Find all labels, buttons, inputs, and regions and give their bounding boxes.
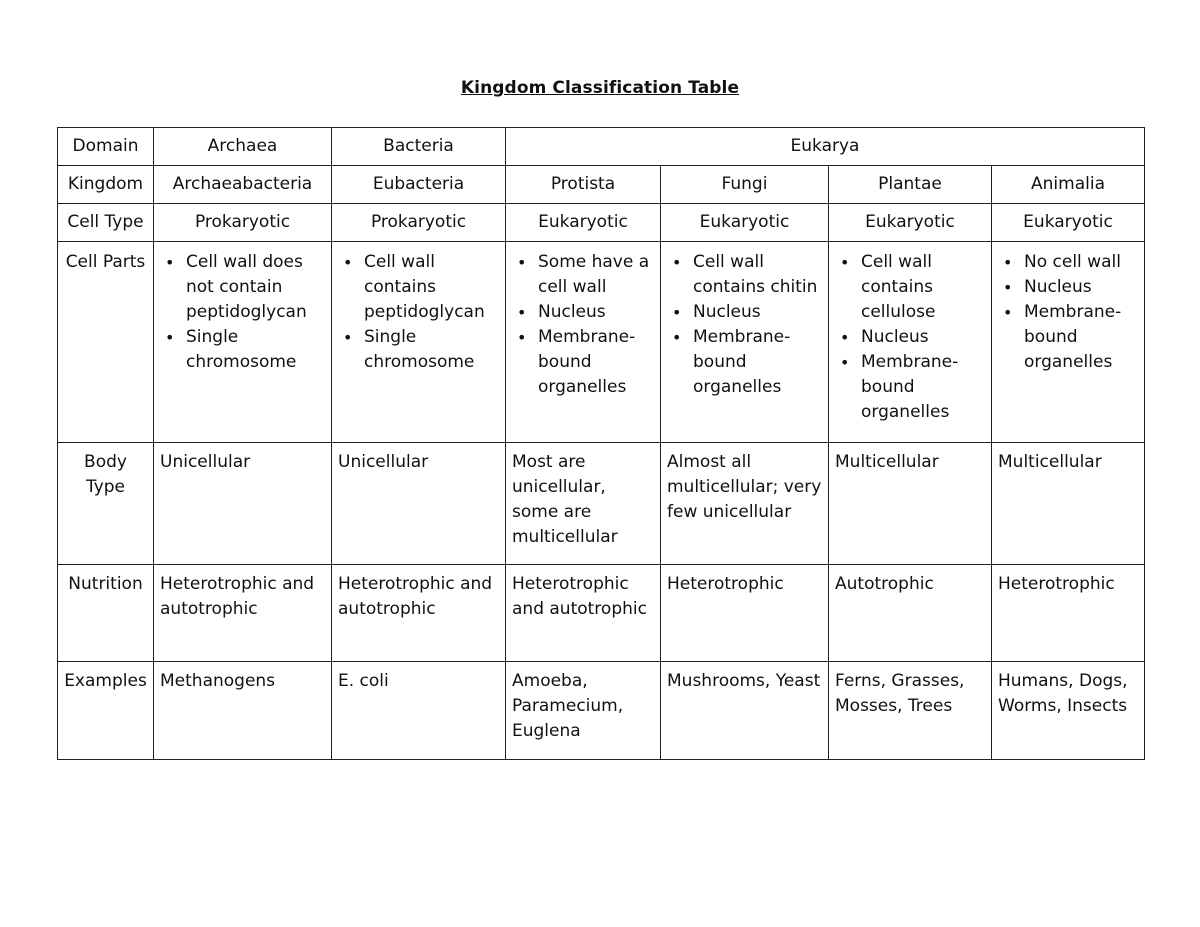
cell-parts-eubacteria (332, 242, 506, 443)
nutrition-plantae: Autotrophic (829, 565, 992, 662)
examples-animalia: Humans, Dogs, Worms, Insects (992, 662, 1145, 760)
row-label-nutrition: Nutrition (58, 565, 154, 662)
list-item: • Single chromosome (343, 327, 475, 372)
cell-parts-plantae (829, 242, 992, 443)
list-item: • Nucleus (861, 325, 985, 350)
list-item: • Nucleus (538, 300, 654, 325)
examples-eubacteria: E. coli (332, 662, 506, 760)
nutrition-fungi: Heterotrophic (661, 565, 829, 662)
cell-parts-protista (506, 242, 661, 443)
cell-parts-row (58, 242, 1145, 443)
kingdom-plantae: Plantae (829, 166, 992, 204)
cell-parts-list (667, 250, 822, 400)
list-item: • Cell wall contains cellulose (840, 252, 936, 322)
cell-type-eubacteria: Prokaryotic (332, 204, 506, 242)
cell-parts-archaeabacteria (154, 242, 332, 443)
kingdom-animalia: Animalia (992, 166, 1145, 204)
domain-archaea: Archaea (154, 128, 332, 166)
kingdom-eubacteria: Eubacteria (332, 166, 506, 204)
body-type-eubacteria: Unicellular (332, 443, 506, 565)
cell-parts-list (338, 250, 499, 375)
cell-parts-animalia (992, 242, 1145, 443)
body-type-protista: Most are unicellular, some are multicellular (506, 443, 661, 565)
cell-type-archaeabacteria: Prokaryotic (154, 204, 332, 242)
cell-parts-list (512, 250, 654, 400)
row-label-domain: Domain (58, 128, 154, 166)
list-item: • Nucleus (693, 300, 822, 325)
bullet-icon: • (165, 253, 175, 272)
list-item: • No cell wall (1024, 250, 1138, 275)
row-label-examples: Examples (58, 662, 154, 760)
list-item: • Cell wall contains chitin (672, 252, 818, 297)
domain-row (58, 128, 1145, 166)
bullet-icon: • (672, 303, 682, 322)
bullet-icon: • (672, 253, 682, 272)
cell-type-row (58, 204, 1145, 242)
row-label-cell-parts: Cell Parts (58, 242, 154, 443)
body-type-row (58, 443, 1145, 565)
list-item: • Cell wall contains peptidoglycan (343, 252, 485, 322)
bullet-icon: • (343, 328, 353, 347)
cell-type-fungi: Eukaryotic (661, 204, 829, 242)
cell-parts-list (160, 250, 325, 375)
list-item: • Membrane-bound organelles (517, 327, 636, 397)
nutrition-eubacteria: Heterotrophic and autotrophic (332, 565, 506, 662)
bullet-icon: • (1003, 303, 1013, 322)
kingdom-archaeabacteria: Archaeabacteria (154, 166, 332, 204)
bullet-icon: • (840, 253, 850, 272)
row-label-cell-type: Cell Type (58, 204, 154, 242)
body-type-fungi: Almost all multicellular; very few unicellular (661, 443, 829, 565)
bullet-icon: • (517, 328, 527, 347)
nutrition-animalia: Heterotrophic (992, 565, 1145, 662)
body-type-plantae: Multicellular (829, 443, 992, 565)
bullet-icon: • (343, 253, 353, 272)
examples-protista: Amoeba, Paramecium, Euglena (506, 662, 661, 760)
cell-parts-list (998, 250, 1138, 375)
list-item: • Some have a cell wall (517, 252, 650, 297)
list-item: • Nucleus (1024, 275, 1138, 300)
page-title: Kingdom Classification Table (460, 78, 740, 98)
examples-archaeabacteria: Methanogens (154, 662, 332, 760)
bullet-icon: • (517, 303, 527, 322)
bullet-icon: • (1003, 278, 1013, 297)
cell-type-animalia: Eukaryotic (992, 204, 1145, 242)
kingdom-fungi: Fungi (661, 166, 829, 204)
kingdom-classification-table (57, 127, 1145, 760)
list-item: • Cell wall does not contain peptidoglycan (165, 252, 307, 322)
examples-plantae: Ferns, Grasses, Mosses, Trees (829, 662, 992, 760)
bullet-icon: • (840, 353, 850, 372)
nutrition-protista: Heterotrophic and autotrophic (506, 565, 661, 662)
bullet-icon: • (517, 253, 527, 272)
examples-row (58, 662, 1145, 760)
cell-type-plantae: Eukaryotic (829, 204, 992, 242)
row-label-kingdom: Kingdom (58, 166, 154, 204)
list-item: • Single chromosome (165, 327, 297, 372)
list-item: • Membrane-bound organelles (840, 352, 959, 422)
cell-parts-list (835, 250, 985, 425)
nutrition-row (58, 565, 1145, 662)
list-item: • Membrane-bound organelles (1003, 302, 1122, 372)
bullet-icon: • (1003, 253, 1013, 272)
cell-type-protista: Eukaryotic (506, 204, 661, 242)
examples-fungi: Mushrooms, Yeast (661, 662, 829, 760)
nutrition-archaeabacteria: Heterotrophic and autotrophic (154, 565, 332, 662)
kingdom-row (58, 166, 1145, 204)
body-type-archaeabacteria: Unicellular (154, 443, 332, 565)
bullet-icon: • (672, 328, 682, 347)
cell-parts-fungi (661, 242, 829, 443)
bullet-icon: • (840, 328, 850, 347)
list-item: • Membrane-bound organelles (672, 327, 791, 397)
bullet-icon: • (165, 328, 175, 347)
domain-bacteria: Bacteria (332, 128, 506, 166)
kingdom-protista: Protista (506, 166, 661, 204)
row-label-body-type: Body Type (58, 443, 154, 565)
body-type-animalia: Multicellular (992, 443, 1145, 565)
domain-eukarya: Eukarya (506, 128, 1145, 166)
